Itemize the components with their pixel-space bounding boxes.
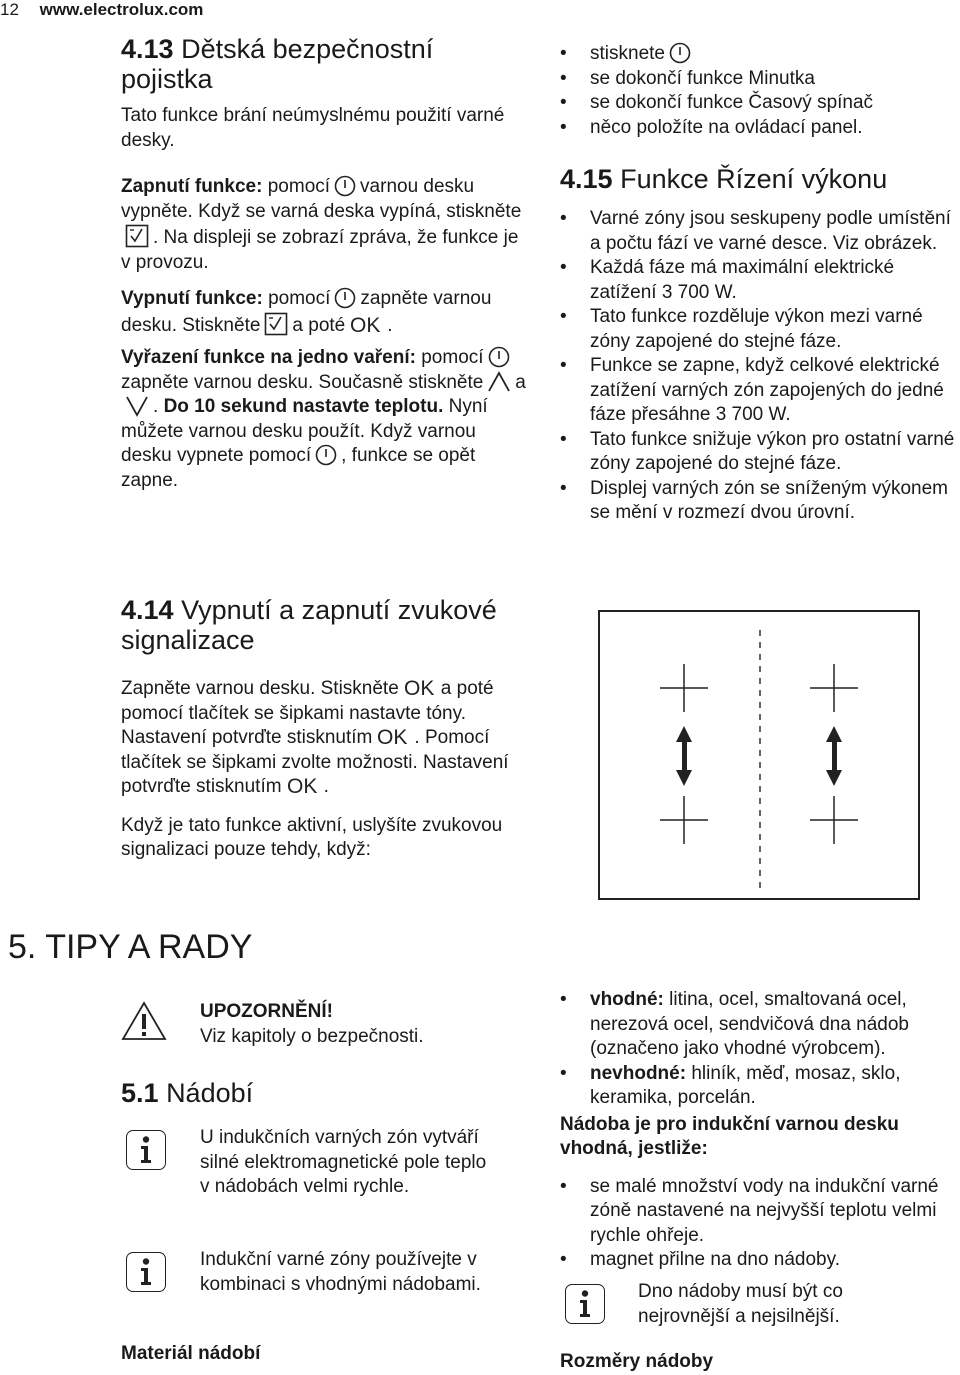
hob-phase-diagram: [598, 610, 920, 900]
list-item: • magnet přilne na dno nádoby.: [560, 1248, 958, 1273]
info-text-3: Dno nádoby musí být co nejrovnější a nejsilnější.: [638, 1281, 843, 1327]
info-icon: [126, 1252, 166, 1292]
material-heading: Materiál nádobí: [121, 1343, 261, 1364]
section-4-13: [121, 34, 526, 493]
phase-link-arrows: [676, 726, 842, 786]
svg-text:OK: OK: [403, 677, 435, 699]
list-item: • nevhodné: hliník, měď, mosaz, sklo, keramika, porcelán.: [560, 1062, 958, 1111]
list-item: • něco položíte na ovládací panel.: [560, 116, 955, 141]
size-heading: Rozměry nádoby: [560, 1351, 714, 1372]
list-item: • stisknete: [560, 42, 955, 67]
page-header: [0, 0, 240, 22]
section-4-15-title: 4.15 Funkce Řízení výkonu: [560, 164, 888, 194]
info-text-1: U indukčních varných zón vytváří silné elektromagnetické pole teplo v nádobách velmi rychle.: [200, 1127, 487, 1197]
warning-text: Viz kapitoly o bezpečnosti.: [200, 1025, 424, 1047]
list-item: • Každá fáze má maximální elektrické zatížení 3 700 W.: [560, 256, 955, 305]
sound-condition-paragraph: Když je tato funkce aktivní, uslyšíte zvukovou signalizaci pouze tehdy, když:: [121, 814, 503, 860]
list-item: • se dokončí funkce Časový spínač: [560, 91, 955, 116]
ok-key-icon: [403, 677, 437, 699]
lock-once-paragraph: Vyřazení funkce na jedno vaření: pomocízapněte varnou desku. Současně stiskněte a. Do 10 sekund nastavte teplotu. Nyní můžete varnou desku použít. Když varnou desku vypnete pomocí , funkce se opět zapne.: [121, 347, 526, 491]
info-text-2: Indukční varné zóny používejte v kombinaci s vhodnými nádobami.: [200, 1249, 481, 1295]
svg-text:OK: OK: [286, 775, 317, 797]
power-icon: [334, 287, 356, 309]
section-5-title: 5. TIPY A RADY: [8, 928, 253, 966]
list-item: • se dokončí funkce Minutka: [560, 67, 955, 92]
arrow-down-icon: [125, 395, 149, 417]
power-management-list: [560, 207, 955, 526]
power-icon: [488, 346, 510, 368]
right-column-bottom: [560, 988, 958, 1273]
material-list: [560, 988, 958, 1111]
lock-key-icon: [125, 224, 149, 248]
ok-key-icon: [349, 314, 383, 336]
power-icon: [334, 175, 356, 197]
warning-block: [121, 993, 541, 1053]
list-item: • Tato funkce snižuje výkon pro ostatní varné zóny zapojené do stejné fáze.: [560, 428, 955, 477]
section-5-1-title: 5.1 Nádobí: [121, 1078, 254, 1108]
list-item: • Tato funkce rozděluje výkon mezi varné zóny zapojené do stejné fáze.: [560, 305, 955, 354]
suitable-heading: Nádoba je pro indukční varnou desku vhodná, jestliže:: [560, 1113, 899, 1159]
sound-paragraph: Zapněte varnou desku. Stiskněte OK a poté pomocí tlačítek se šipkami nastavte tóny. Nastavení potvrďte stisknutím OK . Pomocí tlačítek se šipkami zvolte možnosti. Nastavení potvrďte stisknutím OK .: [121, 677, 509, 797]
hob-outline: [599, 611, 919, 899]
right-column-top: [560, 42, 955, 526]
section-4-14-title: 4.14 Vypnutí a zapnutí zvukové signalizace: [121, 595, 497, 655]
arrow-up-icon: [487, 371, 511, 393]
info-icon: [565, 1284, 605, 1324]
lock-key-icon: [264, 312, 288, 336]
lock-off-paragraph: Vypnutí funkce: pomocí zapněte varnou desku. Stiskněte a poté OK .: [121, 288, 492, 336]
info-icon: [126, 1130, 166, 1170]
suitable-list: [560, 1175, 958, 1273]
list-item: • Funkce se zapne, když celkové elektrické zatížení varných zón zapojených do jedné fáze přesáhne 3 700 W.: [560, 354, 955, 428]
warning-title: UPOZORNĚNÍ!: [200, 1001, 333, 1022]
ok-key-icon: [286, 775, 320, 797]
section-4-14: [121, 595, 526, 863]
svg-text:OK: OK: [377, 726, 408, 748]
power-icon: [315, 444, 337, 466]
list-item: • vhodné: litina, ocel, smaltovaná ocel, nerezová ocel, sendvičová dna nádob (označeno jako vhodné výrobcem).: [560, 988, 958, 1062]
ok-key-icon: [376, 726, 410, 748]
list-item: • se malé množství vody na indukční varné zóně nastavené na nejvyšší teplotu velmi rychle ohřeje.: [560, 1175, 958, 1249]
page-number: 12: [0, 0, 19, 19]
warning-icon: [121, 1001, 167, 1041]
svg-text:OK: OK: [350, 313, 381, 336]
power-icon: [669, 42, 691, 64]
cooking-zone-markers: [660, 664, 858, 844]
sound-conditions-list: [560, 42, 955, 140]
list-item: • Varné zóny jsou seskupeny podle umístění a počtu fází ve varné desce. Viz obrázek.: [560, 207, 955, 256]
lock-on-paragraph: Zapnutí funkce: pomocí varnou desku vypněte. Když se varná deska vypíná, stiskněte. Na displeji se zobrazí zpráva, že funkce je v provozu.: [121, 176, 522, 273]
section-4-13-title: 4.13 Dětská bezpečnostní pojistka: [121, 34, 434, 94]
section-4-13-intro: Tato funkce brání neúmyslnému použití varné desky.: [121, 105, 505, 151]
list-item: • Displej varných zón se sníženým výkonem se mění v rozmezí dvou úrovní.: [560, 477, 955, 526]
site-url: www.electrolux.com: [39, 0, 204, 19]
